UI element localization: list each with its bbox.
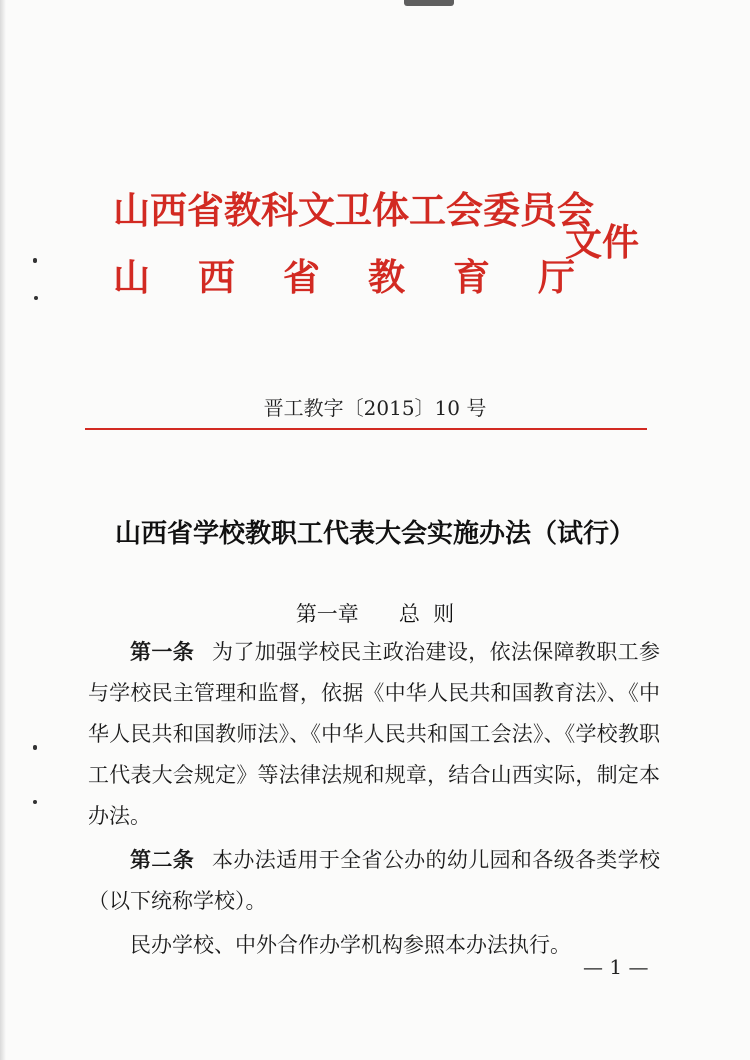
- scan-speck: [34, 296, 38, 300]
- chapter-heading: [0, 598, 750, 628]
- paragraph-private-schools: 民办学校、中外合作办学机构参照本办法执行。: [130, 933, 571, 957]
- chapter-name: 总 则: [398, 602, 455, 626]
- scan-speck: [33, 258, 37, 263]
- document-number: 晋工教字〔2015〕10 号: [263, 396, 487, 420]
- article-2-label: 第二条: [130, 848, 195, 872]
- article-1-text: 为了加强学校民主政治建设，依法保障教职工参与学校民主管理和监督，依据《中华人民共和国教育法》、《中华人民共和国教师法》、《中华人民共和国工会法》、《学校教职工代表大会规定》等法律法规和规章，结合山西实际，制定本办法。: [88, 640, 661, 828]
- article-1: [88, 632, 660, 837]
- issuer-union: 山西省教科文卫体工会委员会: [113, 189, 594, 232]
- article-2-text: 本办法适用于全省公办的幼儿园和各级各类学校（以下统称学校）。: [88, 848, 661, 913]
- chapter-label: 第一章: [295, 602, 359, 626]
- article-1-label: 第一条: [130, 640, 195, 664]
- scan-speck: [33, 800, 37, 804]
- document-type-label: 文件: [565, 221, 639, 264]
- scan-speck: [33, 745, 37, 750]
- article-2: [88, 840, 660, 922]
- document-title: 山西省学校教职工代表大会实施办法（试行）: [114, 519, 635, 549]
- red-divider-line: [85, 428, 647, 430]
- issuer-education-dept: 山西省教育厅: [113, 256, 623, 299]
- document-body: [88, 632, 660, 966]
- page-number: — 1 —: [583, 955, 649, 979]
- binding-mark: [404, 0, 454, 6]
